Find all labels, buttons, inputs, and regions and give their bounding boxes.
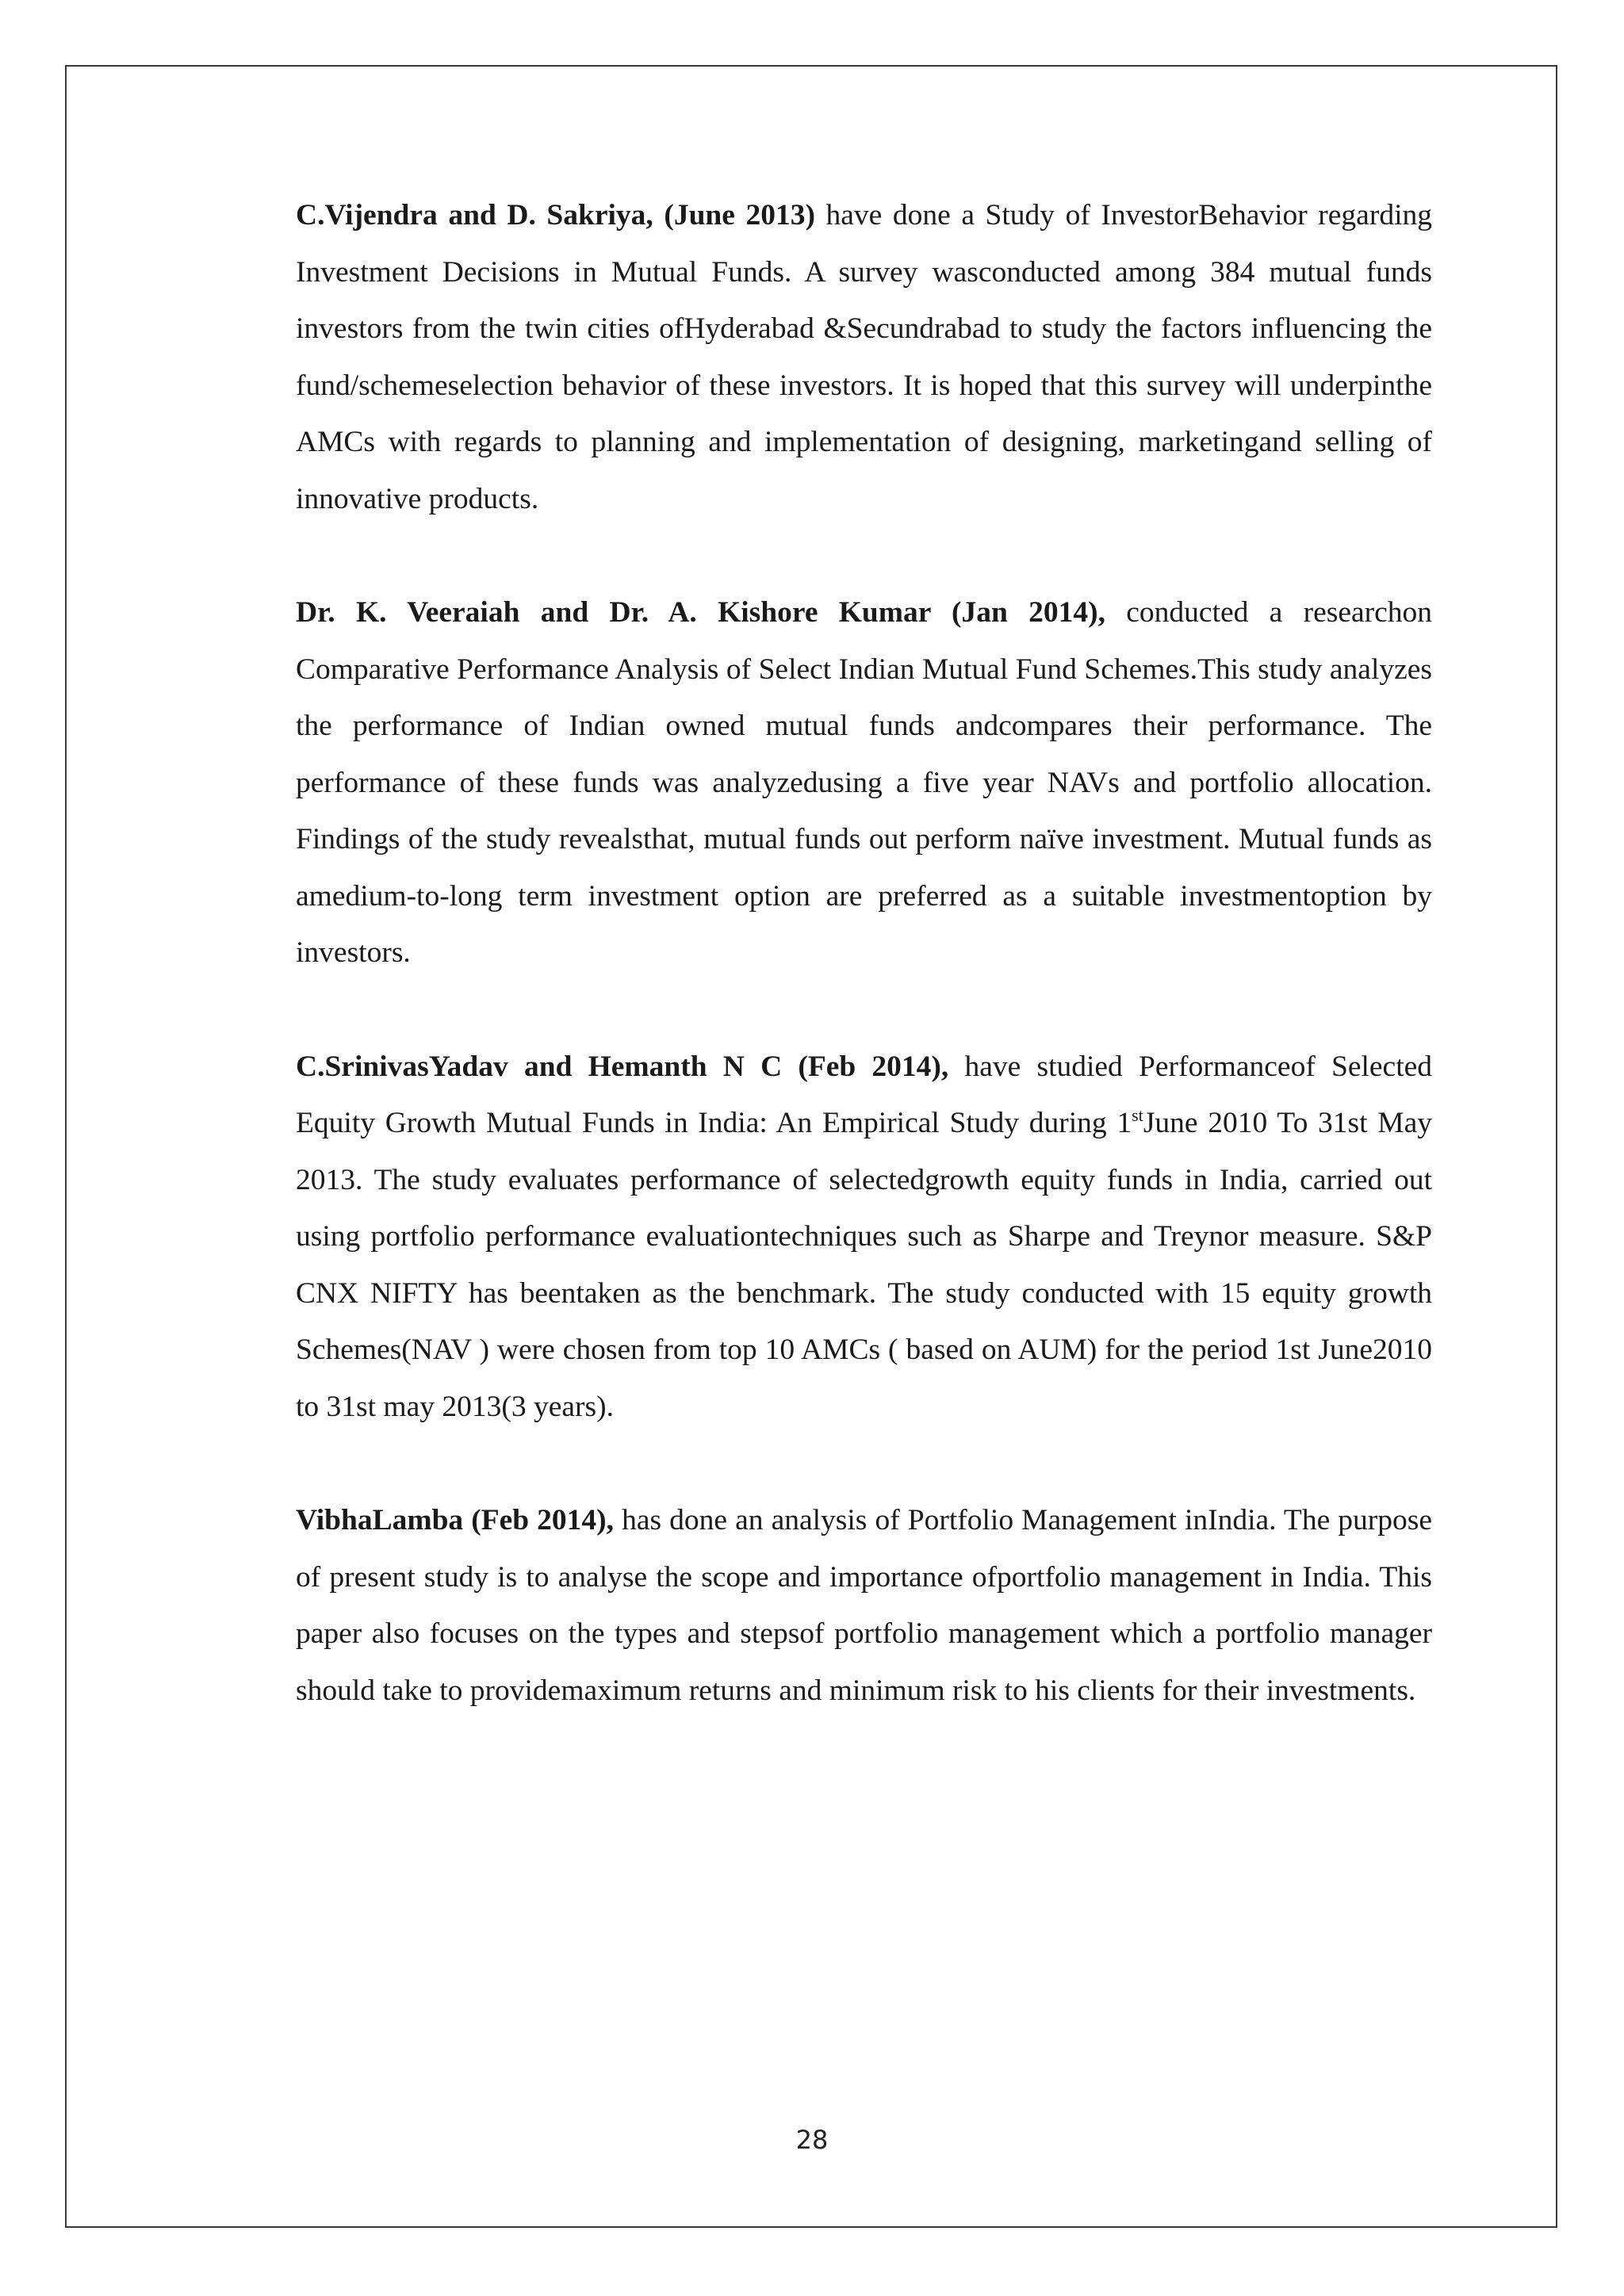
- paragraph-text: have done a Study of InvestorBehavior regarding Investment Decisions in Mutual Funds. A survey wasconducted among 384 mutual funds investors from the twin cities ofHyderabad &Secundrabad to study the factors influencing the fund/schemeselection behavior of these investors. It is hoped that this survey will underpinthe AMCs with regards to planning and implementation of designing, marketingand selling of innovative products.: [296, 199, 1432, 515]
- paragraph-text: have studied Performanceof Selected Equity Growth Mutual Funds in India: An Empirical Study during 1: [296, 1050, 1433, 1139]
- page-number: 28: [795, 2125, 829, 2155]
- citation-lead: Dr. K. Veeraiah and Dr. A. Kishore Kumar (Jan 2014),: [296, 596, 1105, 629]
- citation-lead: VibhaLamba (Feb 2014),: [296, 1504, 615, 1536]
- ordinal-superscript: st: [1132, 1105, 1143, 1125]
- paragraph-text: conducted a researchon Comparative Performance Analysis of Select Indian Mutual Fund Schemes.This study analyzes the performance of Indian owned mutual funds andcompares their performance. The performance of these funds was analyzedusing a five year NAVs and portfolio allocation. Findings of the study revealsthat, mutual funds out perform naïve investment. Mutual funds as amedium-to-long term investment option are preferred as a suitable investmentoption by investors.: [296, 596, 1432, 969]
- paragraph-veeraiah-kishore: [296, 584, 1432, 982]
- paragraph-vijendra-sakriya: [296, 187, 1432, 527]
- paragraph-srinivas-hemanth: [296, 1039, 1432, 1436]
- paragraph-vibha-lamba: [296, 1492, 1432, 1719]
- paragraph-text: has done an analysis of Portfolio Management inIndia. The purpose of present study is to analyse the scope and importance ofportfolio management in India. This paper also focuses on the types and stepsof portfolio management which a portfolio manager should take to providemaximum returns and minimum risk to his clients for their investments.: [296, 1504, 1433, 1707]
- paragraph-text-continued: June 2010 To 31st May 2013. The study evaluates performance of selectedgrowth equity funds in India, carried out using portfolio performance evaluationtechniques such as Sharpe and Treynor measure. S&P CNX NIFTY has beentaken as the benchmark. The study conducted with 15 equity growth Schemes(NAV ) were chosen from top 10 AMCs ( based on AUM) for the period 1st June2010 to 31st may 2013(3 years).: [296, 1107, 1432, 1423]
- citation-lead: C.SrinivasYadav and Hemanth N C (Feb 2014),: [296, 1050, 949, 1083]
- document-body: [296, 187, 1432, 1776]
- citation-lead: C.Vijendra and D. Sakriya, (June 2013): [296, 199, 815, 232]
